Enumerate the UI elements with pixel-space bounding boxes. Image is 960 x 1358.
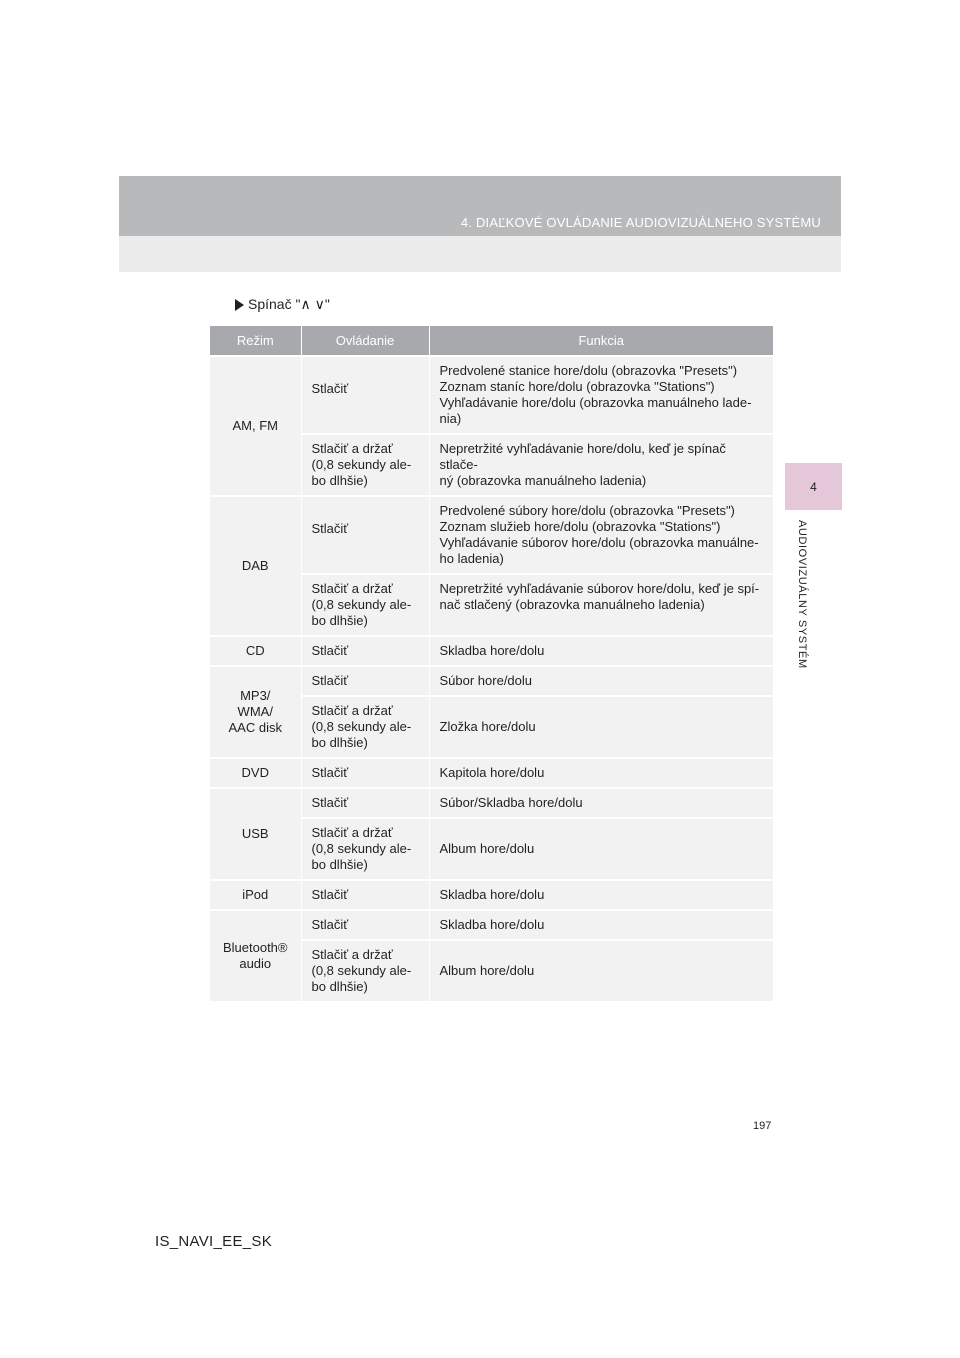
table-body [210, 356, 773, 1001]
control-cell: Stlačiť [301, 666, 429, 696]
document-code: IS_NAVI_EE_SK [155, 1233, 273, 1250]
control-cell: Stlačiť [301, 356, 429, 434]
control-cell: Stlačiť a držať (0,8 sekundy ale- bo dlhšie) [301, 574, 429, 636]
header-control: Ovládanie [301, 326, 429, 356]
function-cell: Nepretržité vyhľadávanie hore/dolu, keď je spínač stlače- ný (obrazovka manuálneho ladenia) [429, 434, 773, 496]
header-band [119, 176, 841, 236]
chapter-title: 4. DIAĽKOVÉ OVLÁDANIE AUDIOVIZUÁLNEHO SYSTÉMU [460, 215, 821, 230]
control-cell: Stlačiť a držať (0,8 sekundy ale- bo dlhšie) [301, 940, 429, 1001]
mode-cell: DVD [210, 758, 301, 788]
header-function: Funkcia [429, 326, 773, 356]
function-cell: Súbor hore/dolu [429, 666, 773, 696]
subheading-text: Spínač "∧ ∨" [248, 296, 330, 312]
page-number: 197 [753, 1120, 772, 1132]
function-cell: Predvolené stanice hore/dolu (obrazovka "Presets") Zoznam staníc hore/dolu (obrazovka "Stations") Vyhľadávanie hore/dolu (obrazovka manuálneho lade- nia) [429, 356, 773, 434]
mode-cell: Bluetooth® audio [210, 910, 301, 1001]
function-cell: Zložka hore/dolu [429, 696, 773, 758]
table-row [210, 788, 773, 818]
chapter-tab [785, 463, 842, 510]
control-cell: Stlačiť [301, 758, 429, 788]
control-cell: Stlačiť a držať (0,8 sekundy ale- bo dlhšie) [301, 818, 429, 880]
mode-cell: DAB [210, 496, 301, 636]
control-cell: Stlačiť [301, 880, 429, 910]
function-cell: Predvolené súbory hore/dolu (obrazovka "Presets") Zoznam služieb hore/dolu (obrazovka "Stations") Vyhľadávanie súborov hore/dolu (obrazovka manuálne- ho ladenia) [429, 496, 773, 574]
function-cell: Album hore/dolu [429, 940, 773, 1001]
control-cell: Stlačiť [301, 788, 429, 818]
table-row [210, 666, 773, 696]
chapter-side-label: AUDIOVIZUÁLNY SYSTÉM [796, 520, 808, 669]
mode-cell: USB [210, 788, 301, 880]
function-cell: Kapitola hore/dolu [429, 758, 773, 788]
function-cell: Skladba hore/dolu [429, 636, 773, 666]
table-row [210, 910, 773, 940]
function-cell: Skladba hore/dolu [429, 880, 773, 910]
table-row [210, 636, 773, 666]
mode-cell: AM, FM [210, 356, 301, 496]
control-cell: Stlačiť [301, 636, 429, 666]
mode-cell: MP3/ WMA/ AAC disk [210, 666, 301, 758]
chapter-number: 4 [810, 479, 817, 494]
function-table [210, 326, 773, 1001]
table-row [210, 880, 773, 910]
mode-cell: iPod [210, 880, 301, 910]
function-cell: Skladba hore/dolu [429, 910, 773, 940]
table-row [210, 758, 773, 788]
header-subband [119, 236, 841, 272]
mode-cell: CD [210, 636, 301, 666]
header-mode: Režim [210, 326, 301, 356]
triangle-bullet-icon [235, 299, 244, 311]
function-cell: Album hore/dolu [429, 818, 773, 880]
control-cell: Stlačiť a držať (0,8 sekundy ale- bo dlhšie) [301, 696, 429, 758]
table-header-row [210, 326, 773, 356]
control-cell: Stlačiť a držať (0,8 sekundy ale- bo dlhšie) [301, 434, 429, 496]
table-row [210, 356, 773, 434]
function-cell: Súbor/Skladba hore/dolu [429, 788, 773, 818]
control-cell: Stlačiť [301, 910, 429, 940]
control-cell: Stlačiť [301, 496, 429, 574]
section-subheading [235, 296, 330, 313]
function-cell: Nepretržité vyhľadávanie súborov hore/dolu, keď je spí- nač stlačený (obrazovka manuálneho ladenia) [429, 574, 773, 636]
table-row [210, 496, 773, 574]
